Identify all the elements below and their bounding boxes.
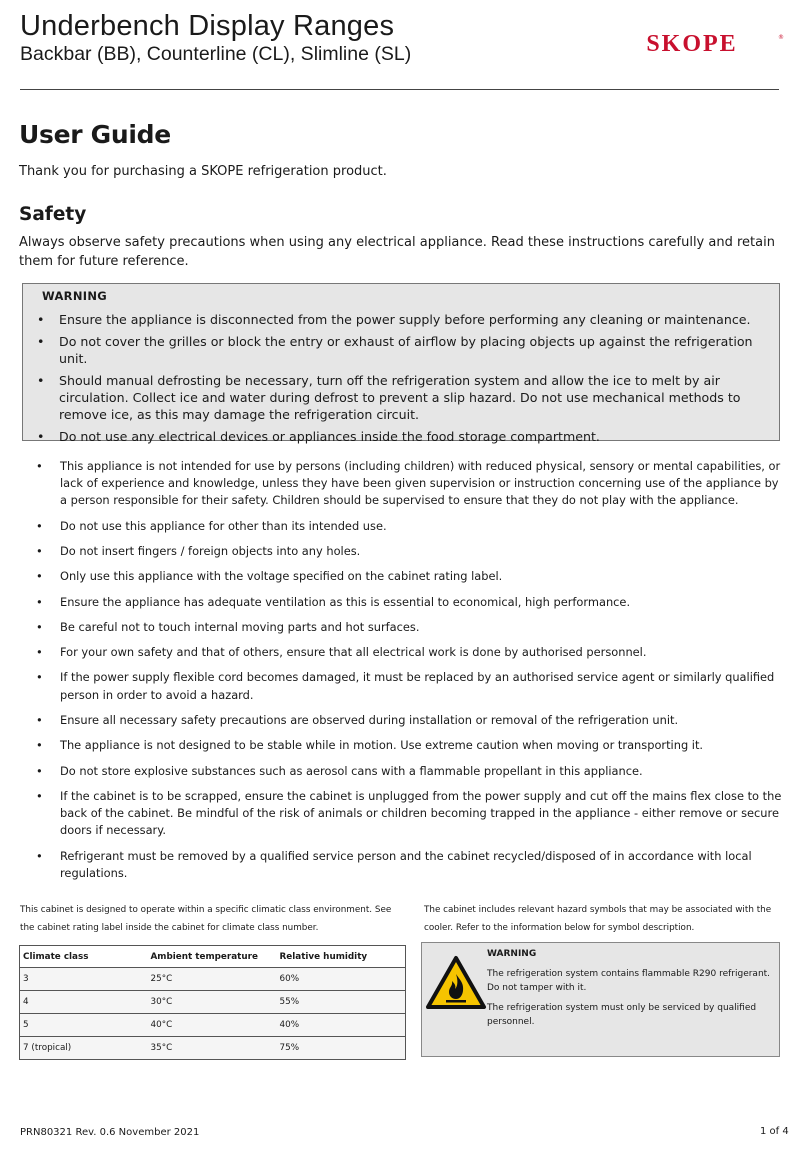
- svg-text:®: ®: [778, 34, 784, 41]
- table-row: [20, 968, 406, 991]
- document-title: Underbench Display Ranges: [20, 10, 395, 42]
- safety-intro: Always observe safety precautions when using any electrical appliance. Read these instructions carefully and retain them for future reference.: [19, 235, 775, 269]
- warning-list: [23, 311, 781, 450]
- thank-you-text: Thank you for purchasing a SKOPE refrigeration product.: [19, 164, 387, 179]
- hazard-warning-text: [487, 967, 777, 1035]
- hazard-warning-box: [421, 942, 780, 1057]
- hazard-warning-title: WARNING: [487, 949, 537, 959]
- hazard-line: The refrigeration system must only be serviced by qualified personnel.: [487, 1003, 757, 1027]
- table-cell: 35°C: [148, 1037, 277, 1060]
- document-subtitle: Backbar (BB), Counterline (CL), Slimline (SL): [20, 43, 412, 65]
- table-header-row: [20, 946, 406, 968]
- page-title: User Guide: [19, 120, 171, 149]
- safety-bullet: • If the power supply flexible cord becomes damaged, it must be replaced by an authorised service agent or similarly qualified person in order to avoid a hazard.: [20, 669, 782, 703]
- safety-bullet: • For your own safety and that of others, ensure that all electrical work is done by authorised personnel.: [20, 644, 782, 661]
- safety-bullet: • Refrigerant must be removed by a qualified service person and the cabinet recycled/disposed of in accordance with local regulations.: [20, 848, 782, 882]
- warning-item: • Should manual defrosting be necessary, turn off the refrigeration system and allow the ice to melt by air circulation. Collect ice and water during defrost to prevent a slip hazard. Do not use mechanical methods to remove ice, as this may damage the refrigeration circuit.: [23, 372, 781, 423]
- warning-item: • Ensure the appliance is disconnected from the power supply before performing any cleaning or maintenance.: [23, 311, 781, 328]
- climate-class-note: This cabinet is designed to operate within a specific climatic class environment. See the cabinet rating label inside the cabinet for climate class number.: [20, 905, 392, 933]
- safety-bullet: • If the cabinet is to be scrapped, ensure the cabinet is unplugged from the power supply and cut off the mains flex close to the back of the cabinet. Be mindful of the risk of animals or children becoming trapped in the appliance - either remove or secure doors if necessary.: [20, 788, 782, 840]
- hazard-line: The refrigeration system contains flammable R290 refrigerant. Do not tamper with it.: [487, 969, 771, 993]
- table-cell: 30°C: [148, 991, 277, 1014]
- safety-bullet: • Ensure the appliance has adequate ventilation as this is essential to economical, high performance.: [20, 594, 782, 611]
- logo-text: SKOPE: [646, 31, 738, 57]
- table-cell: 7 (tropical): [20, 1037, 148, 1060]
- table-row: [20, 991, 406, 1014]
- climate-class-table: [19, 945, 406, 1060]
- header-divider: [20, 89, 779, 90]
- warning-box: [22, 283, 780, 444]
- column-header: Ambient temperature: [148, 946, 277, 968]
- column-header: Climate class: [20, 946, 148, 968]
- safety-bullet: • Do not store explosive substances such as aerosol cans with a flammable propellant in this appliance.: [20, 763, 782, 780]
- table-row: [20, 1014, 406, 1037]
- hazard-symbol-note: The cabinet includes relevant hazard symbols that may be associated with the cooler. Refer to the information below for symbol description.: [424, 905, 772, 933]
- table-cell: 75%: [277, 1037, 406, 1060]
- safety-bullet: • Ensure all necessary safety precautions are observed during installation or removal of the refrigeration unit.: [20, 712, 782, 729]
- safety-bullet-list: [20, 458, 782, 890]
- table-cell: 4: [20, 991, 148, 1014]
- safety-heading: Safety: [19, 204, 87, 225]
- table-cell: 55%: [277, 991, 406, 1014]
- table-cell: 40°C: [148, 1014, 277, 1037]
- table-cell: 25°C: [148, 968, 277, 991]
- table-row: [20, 1037, 406, 1060]
- safety-bullet: • Be careful not to touch internal moving parts and hot surfaces.: [20, 619, 782, 636]
- warning-label: WARNING: [42, 289, 107, 303]
- table-cell: 60%: [277, 968, 406, 991]
- warning-item: • Do not use any electrical devices or appliances inside the food storage compartment.: [23, 428, 781, 445]
- skope-logo: [604, 30, 784, 57]
- page-number: 1 of 4: [760, 1126, 789, 1137]
- safety-bullet: • Do not insert fingers / foreign objects into any holes.: [20, 543, 782, 560]
- safety-bullet: • The appliance is not designed to be stable while in motion. Use extreme caution when moving or transporting it.: [20, 737, 782, 754]
- document-reference: PRN80321 Rev. 0.6 November 2021: [20, 1127, 200, 1138]
- column-header: Relative humidity: [277, 946, 406, 968]
- table-cell: 40%: [277, 1014, 406, 1037]
- safety-bullet: • Only use this appliance with the voltage specified on the cabinet rating label.: [20, 568, 782, 585]
- flammable-warning-icon: [425, 955, 487, 1011]
- table-cell: 5: [20, 1014, 148, 1037]
- safety-bullet: • Do not use this appliance for other than its intended use.: [20, 518, 782, 535]
- table-cell: 3: [20, 968, 148, 991]
- warning-item: • Do not cover the grilles or block the entry or exhaust of airflow by placing objects up against the refrigeration unit.: [23, 333, 781, 367]
- safety-bullet: • This appliance is not intended for use by persons (including children) with reduced physical, sensory or mental capabilities, or lack of experience and knowledge, unless they have been given supervision or instruction concerning use of the appliance by a person responsible for their safety. Children should be supervised to ensure that they do not play with the appliance.: [20, 458, 782, 510]
